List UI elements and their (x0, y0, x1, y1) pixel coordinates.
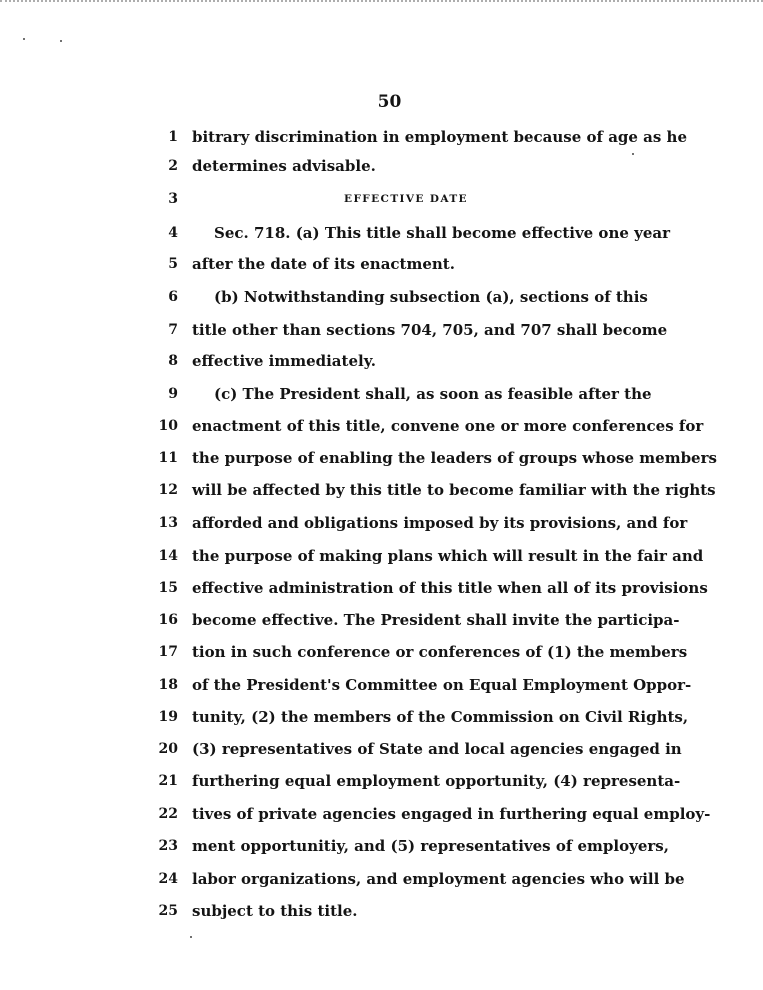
line-row (150, 286, 648, 308)
line-text: of the President's Committee on Equal Employment Oppor- (192, 676, 692, 694)
line-number: 18 (158, 677, 178, 693)
line-row (150, 383, 652, 405)
line-row (150, 641, 688, 663)
line-row (150, 512, 688, 534)
line-number: 13 (158, 515, 178, 531)
line-text: Sec. 718. (a) This title shall become effective one year (214, 224, 670, 242)
line-number: 9 (168, 386, 178, 402)
line-number: 16 (158, 612, 178, 628)
line-number: 8 (168, 353, 178, 369)
line-number: 12 (158, 482, 178, 498)
line-text: tunity, (2) the members of the Commission on Civil Rights, (192, 708, 689, 726)
line-number: 17 (158, 644, 178, 660)
line-row (150, 319, 668, 341)
top-border-dots (0, 0, 763, 5)
line-number: 25 (158, 903, 178, 919)
line-text: title other than sections 704, 705, and 707 shall become (192, 321, 668, 339)
line-number: 6 (168, 289, 178, 305)
line-text: the purpose of making plans which will result in the fair and (192, 547, 704, 565)
line-row (150, 350, 620, 372)
line-text: afforded and obligations imposed by its provisions, and for (192, 514, 688, 532)
line-number: 2 (168, 158, 178, 174)
line-text: determines advisable. (192, 157, 376, 175)
line-row (150, 835, 669, 857)
line-row (150, 479, 716, 501)
line-number: 7 (168, 322, 178, 338)
line-text: the purpose of enabling the leaders of groups whose members (192, 449, 717, 467)
line-number: 1 (168, 129, 178, 145)
line-text: bitrary discrimination in employment because of age as he (192, 128, 688, 146)
line-number: 4 (168, 225, 178, 241)
line-text: furthering equal employment opportunity, (4) representa- (192, 772, 681, 790)
line-text: (c) The President shall, as soon as feasible after the (214, 385, 652, 403)
line-text: effective immediately. (192, 352, 376, 370)
line-text: become effective. The President shall invite the participa- (192, 611, 680, 629)
line-number: 23 (158, 838, 178, 854)
line-text: (b) Notwithstanding subsection (a), sections of this (214, 288, 648, 306)
line-row (150, 868, 685, 890)
line-row (150, 222, 670, 244)
line-row (150, 803, 711, 825)
scan-speck (190, 936, 192, 938)
line-text: will be affected by this title to become familiar with the rights (192, 481, 716, 499)
line-text: ment opportunitiy, and (5) representatives of employers, (192, 837, 669, 855)
line-number: 20 (158, 741, 178, 757)
line-row (150, 188, 620, 210)
line-row (150, 447, 717, 469)
line-row (150, 126, 688, 148)
scan-speck (632, 153, 634, 155)
line-number: 3 (168, 191, 178, 207)
line-row (150, 415, 704, 437)
line-text: tives of private agencies engaged in furthering equal employ- (192, 805, 711, 823)
scan-speck (60, 40, 62, 42)
line-row (150, 577, 708, 599)
line-number: 11 (158, 450, 178, 466)
line-number: 24 (158, 871, 178, 887)
line-row (150, 706, 689, 728)
line-text: effective administration of this title when all of its provisions (192, 579, 708, 597)
line-row (150, 770, 681, 792)
line-row (150, 609, 680, 631)
line-text: (3) representatives of State and local agencies engaged in (192, 740, 682, 758)
line-number: 22 (158, 806, 178, 822)
line-text: enactment of this title, convene one or more conferences for (192, 417, 704, 435)
line-number: 21 (158, 773, 178, 789)
page-number: 50 (377, 92, 402, 112)
line-row (150, 155, 620, 177)
line-number: 19 (158, 709, 178, 725)
line-row (150, 253, 620, 275)
line-text: subject to this title. (192, 902, 358, 920)
line-text: labor organizations, and employment agencies who will be (192, 870, 685, 888)
line-number: 15 (158, 580, 178, 596)
section-heading: EFFECTIVE DATE (344, 193, 468, 205)
line-number: 5 (168, 256, 178, 272)
line-row (150, 900, 620, 922)
line-row (150, 545, 704, 567)
line-row (150, 738, 682, 760)
scan-speck (23, 38, 25, 40)
line-number: 14 (158, 548, 178, 564)
line-row (150, 674, 692, 696)
line-number: 10 (158, 418, 178, 434)
line-text: after the date of its enactment. (192, 255, 455, 273)
line-text: tion in such conference or conferences of (1) the members (192, 643, 688, 661)
